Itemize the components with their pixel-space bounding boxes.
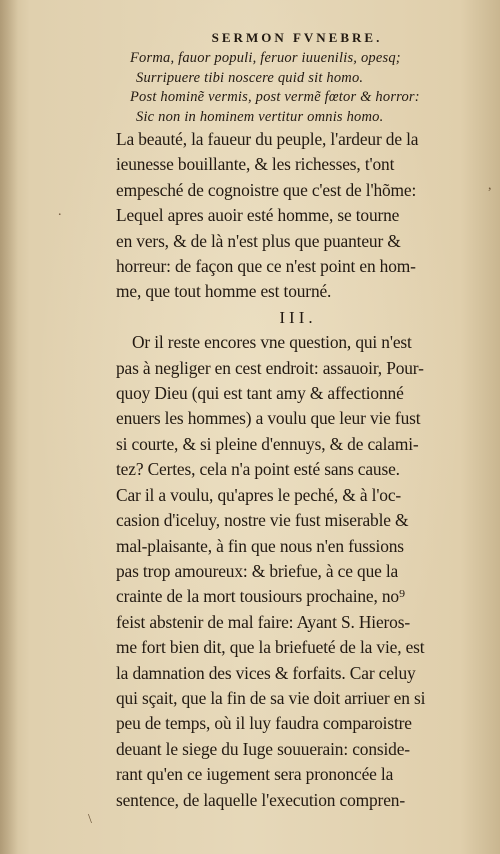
text-line: peu de temps, où il luy faudra comparoistre [116,713,412,734]
latin-verse [116,49,478,127]
section-number: III. [279,307,317,327]
verse-line: Post hominẽ vermis, post vermẽ fœtor & horror: [130,89,420,105]
verse-line: Surripuere tibi noscere quid sit homo. [136,69,364,86]
text-line: mal-plaisante, à fin que nous n'en fussions [116,535,404,556]
text-line: tez? Certes, cela n'a point esté sans cause. [116,459,400,480]
text-line: rant qu'en ce iugement sera prononcée la [116,764,394,785]
verse-line: Forma, fauor populi, feruor iuuenilis, opesq; [130,50,401,66]
text-line: me fort bien dit, que la briefueté de la vie, est [116,637,425,658]
text-line: qui sçait, que la fin de sa vie doit arriuer en si [116,687,426,708]
text-line: feist abstenir de mal faire: Ayant S. Hieros- [116,611,410,632]
text-line: en vers, & de là n'est plus que puanteur & [116,230,401,251]
text-line: pas à negliger en cest endroit: assauoir, Pour- [116,357,424,378]
text-block [116,30,478,813]
text-line: sentence, de laquelle l'execution compren- [116,789,405,810]
text-line: Car il a voulu, qu'apres le peché, & à l'oc- [116,484,402,505]
text-line: empesché de cognoistre que c'est de l'hõme: [116,179,417,200]
text-line: pas trop amoureux: & briefue, à ce que la [116,560,399,581]
text-line: ieunesse bouillante, & les richesses, t'ont [116,154,395,175]
text-line: deuant le siege du Iuge souuerain: conside- [116,738,410,759]
text-line: crainte de la mort tousiours prochaine, no⁹ [116,586,405,607]
paragraph-1 [116,127,478,305]
margin-mark: , [488,178,492,193]
text-line: La beauté, la faueur du peuple, l'ardeur de la [116,129,419,149]
text-line: horreur: de façon que ce n'est point en hom- [116,256,416,277]
text-line: Lequel apres auoir esté homme, se tourne [116,205,400,226]
text-line: la damnation des vices & forfaits. Car celuy [116,662,416,683]
verse-line: Sic non in hominem vertitur omnis homo. [136,108,384,125]
text-line: casion d'iceluy, nostre vie fust miserable & [116,510,409,531]
text-line: quoy Dieu (qui est tant amy & affectionné [116,383,404,404]
text-line: si courte, & si pleine d'ennuys, & de calami- [116,433,419,454]
running-head: SERMON FVNEBRE. [211,30,383,45]
text-line: me, que tout homme est tourné. [116,281,332,302]
text-line: Or il reste encores vne question, qui n'est [132,332,412,353]
paragraph-2 [116,330,478,813]
margin-mark: . [58,204,62,219]
text-line: enuers les hommes) a voulu que leur vie fust [116,408,421,429]
page-gutter-shadow [0,0,18,854]
margin-mark: \ [88,812,92,827]
